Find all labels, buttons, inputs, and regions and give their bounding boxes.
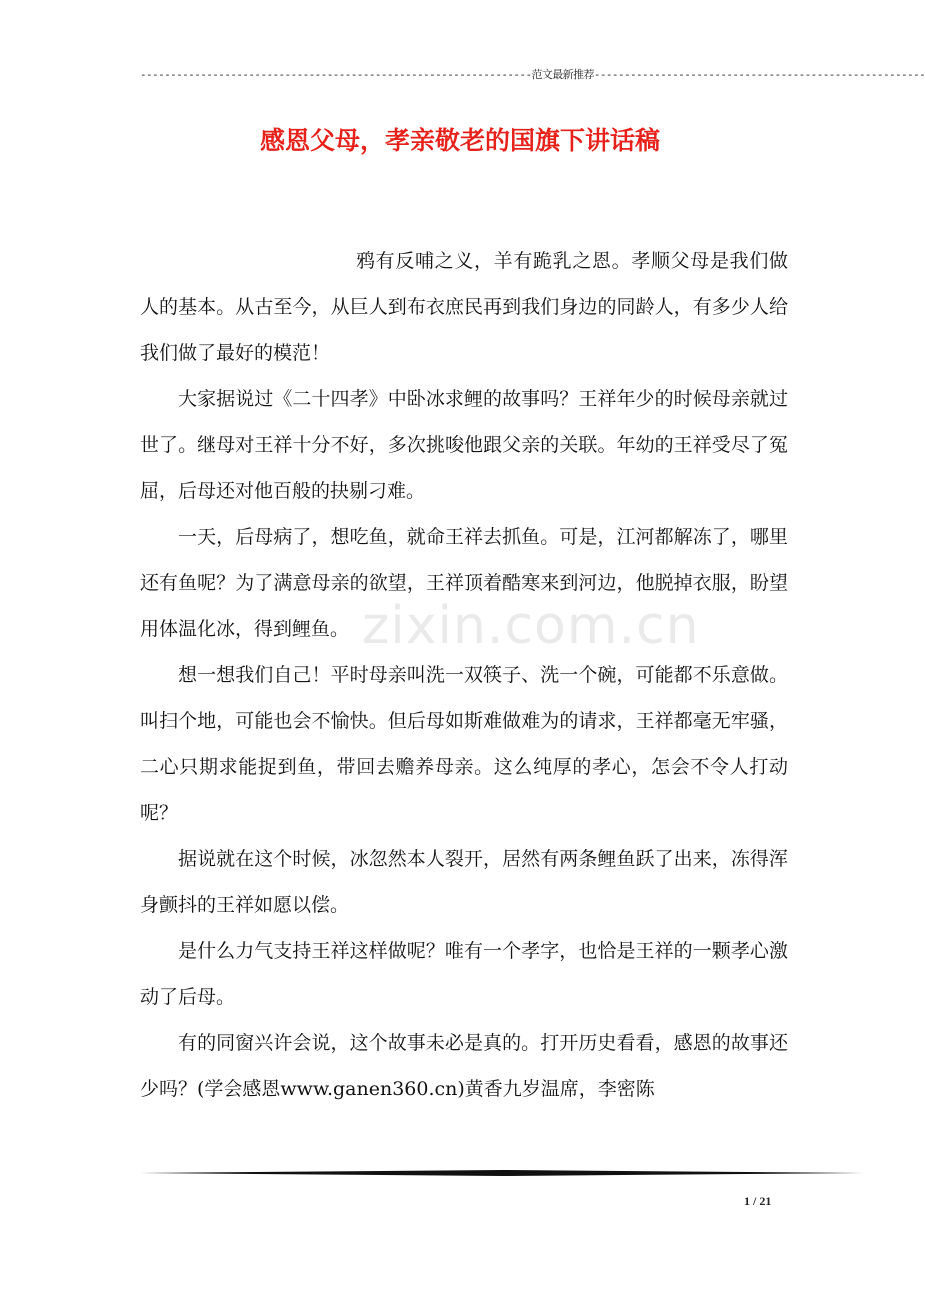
header-banner: -----------------------------------------------------------------范文最新推荐------------------------------------------------------- [140,68,925,81]
document-body [140,238,788,1112]
paragraph: 据说就在这个时候，冰忽然本人裂开，居然有两条鲤鱼跃了出来，冻得浑身颤抖的王祥如愿以偿。 [140,848,788,916]
paragraph: 大家据说过《二十四孝》中卧冰求鲤的故事吗？王祥年少的时候母亲就过世了。继母对王祥十分不好，多次挑唆他跟父亲的关联。年幼的王祥受尽了冤屈，后母还对他百般的抉剔刁难。 [140,388,788,502]
paragraph: 一天，后母病了，想吃鱼，就命王祥去抓鱼。可是，江河都解冻了，哪里还有鱼呢？为了满意母亲的欲望，王祥顶着酷寒来到河边，他脱掉衣服，盼望用体温化冰，得到鲤鱼。 [140,526,788,640]
paragraph: 鸦有反哺之义，羊有跪乳之恩。孝顺父母是我们做人的基本。从古至今，从巨人到布衣庶民再到我们身边的同龄人，有多少人给我们做了最好的模范！ [140,250,788,364]
paragraph: 有的同窗兴许会说，这个故事未必是真的。打开历史看看，感恩的故事还少吗？(学会感恩www.ganen360.cn)黄香九岁温席，李密陈 [140,1032,788,1100]
paragraph: 想一想我们自己！平时母亲叫洗一双筷子、洗一个碗，可能都不乐意做。叫扫个地，可能也会不愉快。但后母如斯难做难为的请求，王祥都毫无牢骚，二心只期求能捉到鱼，带回去赡养母亲。这么纯厚的孝心，怎会不令人打动呢？ [140,664,788,824]
page-number: 1 / 21 [744,1194,772,1208]
document-title: 感恩父母，孝亲敬老的国旗下讲话稿 [259,126,660,155]
footer-rule [140,1170,864,1176]
paragraph: 是什么力气支持王祥这样做呢？唯有一个孝字，也恰是王祥的一颗孝心激动了后母。 [140,940,788,1008]
watermark: zixin.com.cn [362,596,700,656]
